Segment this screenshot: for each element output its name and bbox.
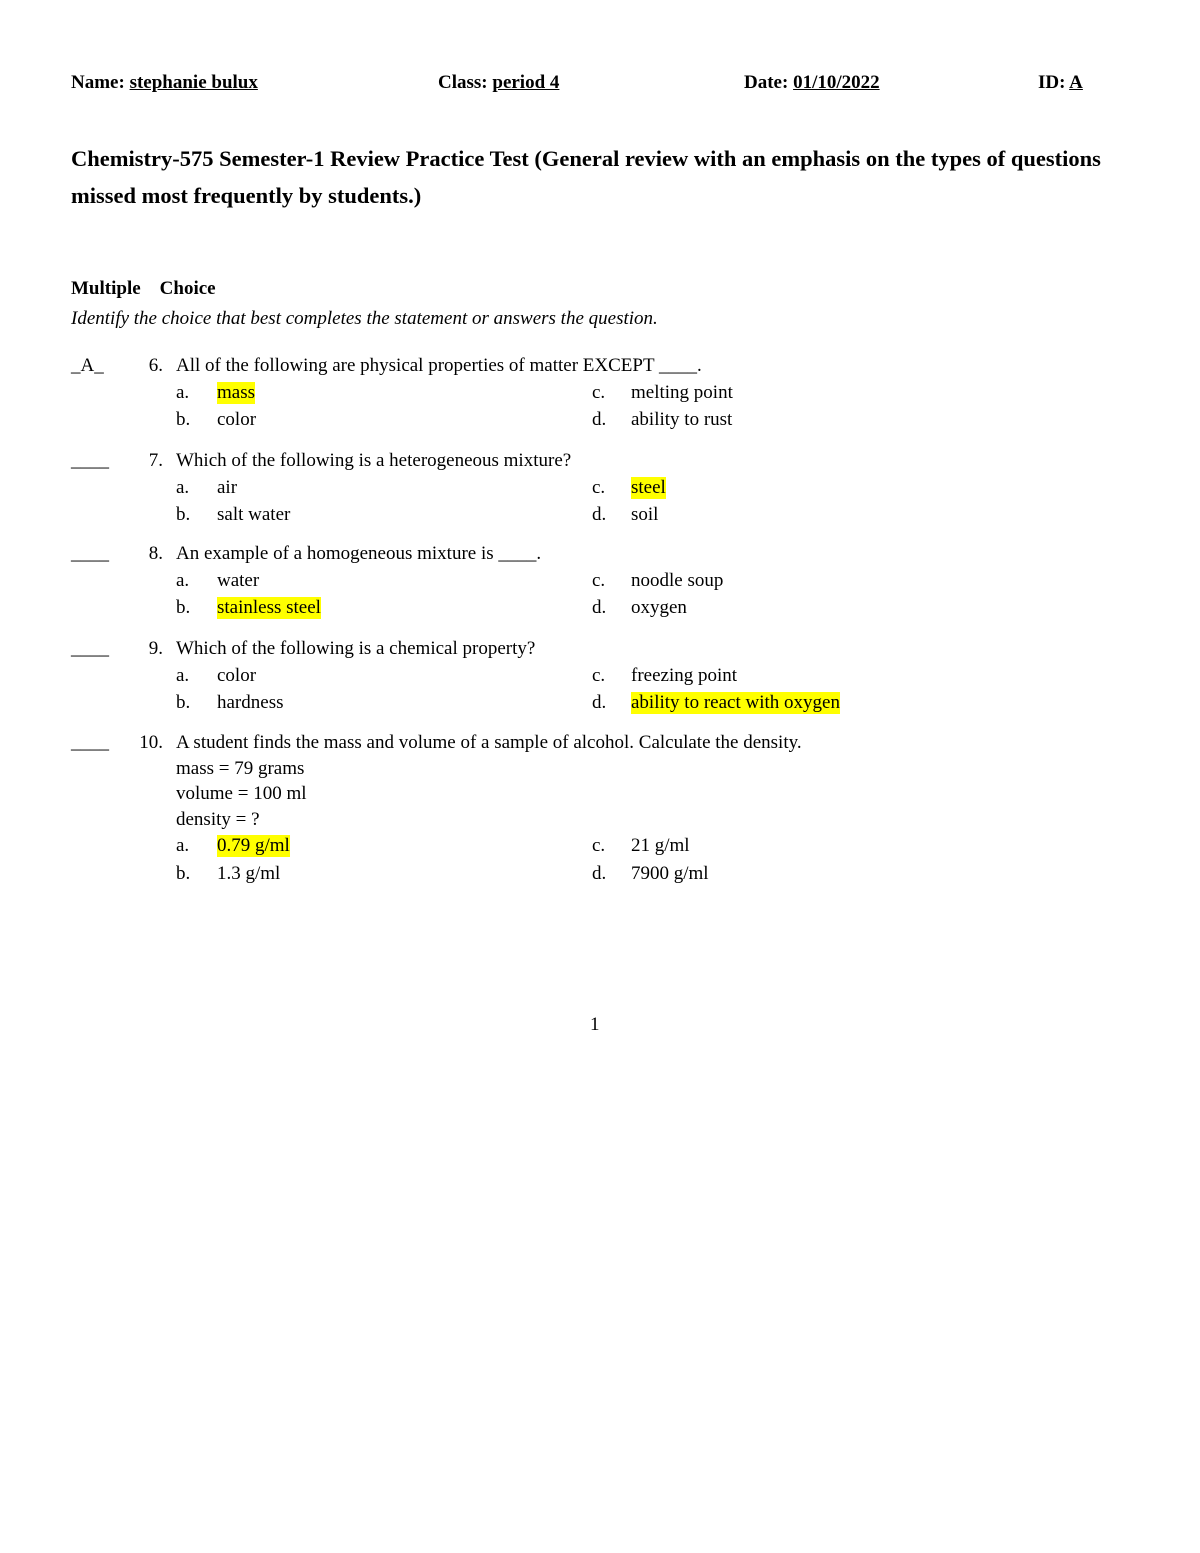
id-label: ID: bbox=[1038, 72, 1066, 93]
option-text: soil bbox=[631, 504, 659, 525]
option-letter: c. bbox=[592, 381, 606, 403]
option-letter: b. bbox=[176, 597, 191, 618]
option-letter: a. bbox=[176, 381, 190, 403]
question-number: 10. bbox=[139, 732, 163, 753]
option-text-highlighted: 0.79 g/ml bbox=[217, 835, 290, 856]
option-text: salt water bbox=[217, 504, 291, 525]
option-text: 7900 g/ml bbox=[631, 862, 709, 884]
option-text-highlighted: stainless steel bbox=[217, 597, 321, 618]
option-letter: d. bbox=[592, 504, 607, 525]
question-stem: Which of the following is a chemical property? bbox=[176, 638, 536, 659]
option-letter: d. bbox=[592, 862, 607, 884]
date-label: Date: bbox=[744, 72, 789, 93]
question-number: 7. bbox=[148, 450, 163, 471]
option-text: noodle soup bbox=[631, 569, 724, 591]
option-text: 21 g/ml bbox=[631, 835, 690, 856]
option-text: freezing point bbox=[631, 664, 738, 686]
option-letter: c. bbox=[592, 476, 606, 498]
question-stem: volume = 100 ml bbox=[176, 783, 307, 804]
page-number: 1 bbox=[590, 1014, 600, 1035]
name-label: Name: bbox=[71, 72, 125, 93]
id-value: A bbox=[1069, 72, 1083, 93]
option-letter: c. bbox=[592, 835, 606, 856]
option-text: oxygen bbox=[631, 597, 687, 618]
name-value: stephanie bulux bbox=[129, 72, 258, 93]
option-text-highlighted: ability to react with oxygen bbox=[631, 692, 840, 713]
question-number: 9. bbox=[148, 638, 163, 659]
question-stem: mass = 79 grams bbox=[176, 757, 305, 779]
option-letter: b. bbox=[176, 504, 191, 525]
option-letter: a. bbox=[176, 476, 190, 498]
question-stem: An example of a homogeneous mixture is ____. bbox=[176, 543, 542, 564]
question-stem: All of the following are physical properties of matter EXCEPT ____. bbox=[176, 355, 702, 376]
option-text: color bbox=[217, 664, 257, 686]
question-stem: Which of the following is a heterogeneous mixture? bbox=[176, 450, 572, 471]
option-letter: c. bbox=[592, 569, 606, 591]
section-heading: Multiple Choice bbox=[71, 278, 216, 299]
option-letter: b. bbox=[176, 409, 191, 430]
option-letter: d. bbox=[592, 597, 607, 618]
option-text: color bbox=[217, 409, 257, 430]
option-text-highlighted: mass bbox=[217, 381, 255, 403]
option-letter: d. bbox=[592, 692, 607, 713]
name-field bbox=[71, 72, 258, 94]
date-value: 01/10/2022 bbox=[793, 72, 880, 93]
option-text-highlighted: steel bbox=[631, 476, 666, 498]
question-number: 6. bbox=[148, 355, 163, 376]
option-text: air bbox=[217, 476, 238, 498]
option-letter: b. bbox=[176, 692, 191, 713]
section-instructions: Identify the choice that best completes the statement or answers the question. bbox=[71, 308, 658, 329]
option-text: water bbox=[217, 569, 260, 591]
option-letter: a. bbox=[176, 569, 190, 591]
answer-blank: ____ bbox=[71, 732, 109, 753]
answer-blank: _A_ bbox=[71, 355, 104, 376]
option-text: melting point bbox=[631, 381, 733, 403]
class-field bbox=[438, 72, 559, 94]
option-letter: a. bbox=[176, 835, 190, 856]
option-letter: a. bbox=[176, 664, 190, 686]
option-text: 1.3 g/ml bbox=[217, 862, 281, 884]
id-field bbox=[1038, 72, 1083, 94]
date-field bbox=[744, 72, 880, 94]
answer-blank: ____ bbox=[71, 543, 109, 564]
option-text: ability to rust bbox=[631, 409, 733, 430]
question-stem: density = ? bbox=[176, 808, 260, 830]
class-value: period 4 bbox=[492, 72, 560, 93]
option-letter: b. bbox=[176, 862, 191, 884]
option-text: hardness bbox=[217, 692, 284, 713]
option-letter: d. bbox=[592, 409, 607, 430]
question-stem: A student finds the mass and volume of a sample of alcohol. Calculate the density. bbox=[176, 732, 802, 753]
page-title: Chemistry-575 Semester-1 Review Practice Test (General review with an emphasis on the types of questions missed most frequently by students.) bbox=[71, 146, 1101, 208]
answer-blank: ____ bbox=[71, 638, 109, 659]
class-label: Class: bbox=[438, 72, 488, 93]
answer-blank: ____ bbox=[71, 450, 109, 471]
option-letter: c. bbox=[592, 664, 606, 686]
question-number: 8. bbox=[148, 543, 163, 564]
